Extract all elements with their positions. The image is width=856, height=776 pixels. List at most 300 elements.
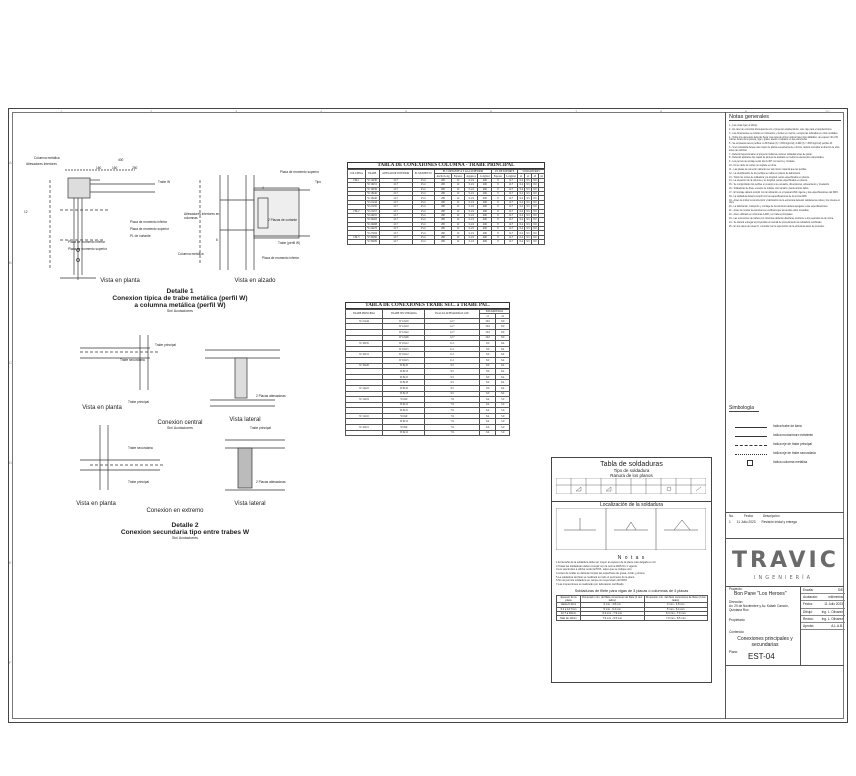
detail1-title: Detalle 1 xyxy=(166,288,194,295)
table-cell: 9.5 xyxy=(526,196,530,200)
table-cell: 9.5 xyxy=(425,363,480,369)
table-cell: 8.0 xyxy=(496,329,510,335)
table-cell: W 14x22 xyxy=(346,385,383,391)
table-cell: 12 xyxy=(452,231,464,235)
grid-marker: 3 xyxy=(235,109,238,114)
grid-marker: 2 xyxy=(150,109,153,114)
table-cell: W 12x19 xyxy=(383,324,425,330)
weld-notes-title: N o t a s xyxy=(617,555,646,561)
general-note: 12.- La identificación de los perfiles se indica en planos de fabricación. xyxy=(729,172,801,175)
general-note: 4.- Todos los elementos deberán llevar una capa de primer anticorrosivo tipo alkidálico, de espesor 40 a 50 micras. Antes de la pintura, rigen, grasa, aceite o residuos en las estructuras. xyxy=(729,136,838,142)
table-header: PL CORTANTE A Y ALA SUPERIOR xyxy=(434,170,492,174)
table2-grid xyxy=(345,309,510,436)
table-cell: 8.0 xyxy=(479,352,495,358)
weld-note: 2.Todas las soldaduras deben cumplir con la norma AWS D1.1 vigente xyxy=(556,564,637,568)
meta-label: Fecha: xyxy=(803,602,813,607)
table-cell: 8.0 xyxy=(479,385,495,391)
detail2-label: Trabe principal xyxy=(128,400,149,404)
table-cell: W 12x16 xyxy=(346,413,383,419)
table-cell: 406 xyxy=(478,227,492,231)
detail2-central-title: Conexion central xyxy=(157,420,203,426)
table-cell: 12.7 a 19mm xyxy=(557,612,581,616)
table-cell: 200 xyxy=(434,200,452,204)
table-cell: 3-1/4 xyxy=(464,218,478,222)
table-cell: 6.4 xyxy=(496,391,510,397)
table-cell: 6.4 xyxy=(519,240,523,244)
table-cell: 8.0 xyxy=(496,318,510,324)
table-cell: W 16x31 xyxy=(365,183,379,187)
grid-marker: D xyxy=(9,460,12,465)
legend-panel xyxy=(729,405,841,412)
meta-value: 11 Julio 2023 xyxy=(824,602,843,607)
table-cell: W 12x26 xyxy=(383,335,425,341)
general-note: 17.- El montaje deberá cumplir con la indicación en el manual AISC vigente y las especificaciones del DRO. xyxy=(729,192,839,194)
grid-marker: 10 xyxy=(825,109,830,114)
table-header: Espesor de la placa xyxy=(557,596,581,603)
detail1-label: Placa de momento inferior xyxy=(68,240,106,244)
table-cell: W 14x30 xyxy=(365,178,379,182)
table-cell: 200 xyxy=(434,231,452,235)
table-cell: 9.5 xyxy=(425,391,480,397)
table-cell: 12.7 xyxy=(379,235,412,239)
table-cell: 6.4 xyxy=(519,209,523,213)
table-cell: 200 xyxy=(434,178,452,182)
table-cell: 406 xyxy=(478,183,492,187)
table-cell: 8.0 xyxy=(533,214,537,218)
table-cell: 8 xyxy=(492,209,504,213)
general-note: 3.- Las dimensiones se indican en milímetros y niveles en metros, excepto las indicadas en otras unidades. xyxy=(729,132,839,135)
general-note: 20.- La fabricación, transporte y montaje de la estructura deberá apegarse a las especificaciones. xyxy=(729,206,829,209)
general-note: 25.- En los casos de refuerzo, consultar con la supervisión de la estructura antes de proceder. xyxy=(729,225,825,228)
table-header: TRABE SECUNDARIA xyxy=(383,310,425,319)
weld-symbol-grid xyxy=(556,478,706,494)
table-row xyxy=(557,616,708,620)
table-cell: 406 xyxy=(478,235,492,239)
meta-value: S/E xyxy=(837,588,843,592)
detail2-label: 2 Placas atiesadoras xyxy=(256,394,286,398)
table-cell: 6.4 xyxy=(519,205,523,209)
meta-value: Ing. L. Olivarez xyxy=(821,616,843,621)
detail2-plan-caption2: Vista en planta xyxy=(76,501,116,507)
table-cell xyxy=(538,240,544,244)
table-cell: 6.4 xyxy=(519,183,523,187)
table-cell: 3-1/4 xyxy=(464,235,478,239)
table-cell: 8 xyxy=(492,222,504,226)
table-subheader: a4 xyxy=(540,174,543,178)
legend-item xyxy=(735,459,835,468)
table-cell: 25.4 xyxy=(412,205,434,209)
table-cell: 8 xyxy=(492,205,504,209)
table-cell: W 6x12 xyxy=(383,402,425,408)
general-note: 24.- Se deberá entregar al proyectista el manual de procedimiento de soldadura certificado. xyxy=(729,221,823,224)
table-cell: W 12x16 xyxy=(383,318,425,324)
fillet-title: Soldaduras de filete para vigas de 3 placas ó columnas de 4 placas xyxy=(574,589,689,594)
table-cell: W 27x84 xyxy=(365,231,379,235)
table-cell: 7.9 mm - 9.5 mm xyxy=(644,616,708,620)
detail2-plan-caption: Vista en planta xyxy=(82,405,122,411)
detail1-label: 2 Placas de cortante xyxy=(268,218,298,222)
table-cell: 12.7 xyxy=(425,329,480,335)
table-cell: 8.0 xyxy=(533,227,537,231)
table-cell xyxy=(346,430,383,436)
table1-grid xyxy=(347,169,545,245)
table-subheader: Longitud xyxy=(478,174,492,178)
table-subheader: a3 xyxy=(532,174,539,178)
table-cell: W 21x57 xyxy=(365,209,379,213)
general-note: 22.- Acero utilizado en columnas A-992 y en trabes principales. xyxy=(729,213,794,216)
table-cell: 200 xyxy=(434,235,452,239)
detail1-subtitle: Conexion típica de trabe metálica (perfil W) xyxy=(112,295,248,302)
weld-note: 4.Antes de soldar se deberán limpiar las superficies de grasa, óxido y pintura xyxy=(556,572,645,576)
table-cell: 6.4 xyxy=(519,196,523,200)
meta-value: A.L.A.B. xyxy=(831,624,843,629)
rev-header: Descripción xyxy=(762,514,780,518)
rev-header: Fecha xyxy=(743,514,753,518)
table-cell: 8.0 xyxy=(533,231,537,235)
table-cell: 25.4 xyxy=(412,200,434,204)
detail2-label: Trabe secundaria xyxy=(120,358,145,362)
table-subheader: Ancho/Long xyxy=(434,174,452,178)
legend-item-label: Indica trabe de liana xyxy=(773,424,802,428)
detail1-label: Placa de momento superior xyxy=(68,247,107,251)
table-cell: W 21x50 xyxy=(365,205,379,209)
table-cell: 12.7 xyxy=(379,218,412,222)
table-cell: W 21x44 xyxy=(365,200,379,204)
table-cell: 12.7 xyxy=(379,191,412,195)
meta-value: milímetros xyxy=(828,595,843,600)
table-cell: 6.4 xyxy=(496,369,510,375)
table-cell: 12 xyxy=(452,218,464,222)
table-cell: 12 xyxy=(452,209,464,213)
general-note: 16.- Soldaduras de filete, excepto se indique otro tamaño, desde ambos lados. xyxy=(729,188,810,191)
detail1-label: Placa de momento superior xyxy=(130,227,169,231)
table-cell: 200 xyxy=(434,222,452,226)
table-cell: 12.7 xyxy=(504,205,518,209)
company-logo: TRAVIC xyxy=(732,548,839,573)
table-cell: 3-1/4 xyxy=(464,209,478,213)
table-cell: 12 xyxy=(452,222,464,226)
table-cell: 9.5 xyxy=(526,218,530,222)
table-cell: 8.0 xyxy=(533,209,537,213)
table-cell: 8 xyxy=(492,178,504,182)
table-cell: 12.7 xyxy=(504,213,518,217)
weld-subtitle1: Tipo de soldadura xyxy=(613,468,650,473)
weld-note: 1.El tamaño de la soldadura debe ser mayor al espesor de la placa más delgada a unir xyxy=(556,561,656,564)
table-cell: 8.0 xyxy=(533,187,537,191)
grid-marker: B xyxy=(9,260,12,265)
table-cell: W 6x9 xyxy=(383,397,425,403)
table-cell: 8 xyxy=(492,218,504,222)
table-cell: 406 xyxy=(478,205,492,209)
table-subheader: a2 xyxy=(525,174,532,178)
table-cell: 12 xyxy=(452,196,464,200)
sheet-label: Plano: xyxy=(729,650,739,654)
table-cell: CM-2 xyxy=(348,209,366,213)
detail1-label: Tipo xyxy=(315,180,322,184)
table-cell: 9.5 xyxy=(526,178,530,182)
table-cell: 6.4 xyxy=(519,218,523,222)
table-cell: 12 xyxy=(452,187,464,191)
general-note: 9.- Los pernos de anclaje serán tipo A-307 con tuerca y rondana. xyxy=(729,161,796,164)
table-header: SOLDADURAS xyxy=(518,170,545,174)
detail1-label: Trabe (perfil W) xyxy=(278,241,301,245)
table-cell: 6.4 xyxy=(519,200,523,204)
table-cell: 3-1/4 xyxy=(464,191,478,195)
table-cell: 3-1/4 xyxy=(464,178,478,182)
legend-item xyxy=(735,423,835,432)
weld-table-panel xyxy=(551,457,712,683)
table-cell: 3-1/4 xyxy=(464,187,478,191)
table-cell: 9.5 xyxy=(526,205,530,209)
table-cell: 8 xyxy=(492,191,504,195)
detail1-label: Atiesadores interiores en columnas xyxy=(184,212,220,221)
meta-label: Acotación: xyxy=(803,595,818,600)
grid-marker: 1 xyxy=(60,109,63,114)
dimension: 400 xyxy=(118,158,124,162)
address: Av. 20 de Noviembre y Av. Kabah Cancún, Quintana Roo xyxy=(729,604,789,613)
table-cell: 12 xyxy=(452,178,464,182)
table-cell: 406 xyxy=(478,178,492,182)
table-cell: 6.4 xyxy=(479,430,495,436)
table-cell: 12.7 xyxy=(425,324,480,330)
table-subheader: a1 xyxy=(479,314,495,318)
table-cell: 11.1 xyxy=(425,346,480,352)
weld-subtitle2: Ranura de los planos xyxy=(610,473,653,478)
table-cell: 25.4 xyxy=(412,191,434,195)
table-cell: 5 mm - 6.4 mm xyxy=(644,607,708,611)
table-cell: 3-1/4 xyxy=(464,213,478,217)
grid-marker: C xyxy=(9,360,12,365)
table-cell: W 10x12 xyxy=(383,341,425,347)
table-subheader: a2 xyxy=(496,314,510,318)
weld-notes-list xyxy=(552,561,711,586)
general-note: 21.- Antes de montar la estructura se verificará que las anclas estén niveladas. xyxy=(729,210,810,213)
table-cell: 8 xyxy=(492,183,504,187)
fillet-table xyxy=(556,595,708,621)
table-cell: 12 xyxy=(452,200,464,204)
legend-items xyxy=(735,423,835,468)
table-cell: 406 xyxy=(478,240,492,244)
table-cell: 12.7 xyxy=(379,205,412,209)
revision-headers xyxy=(729,514,841,518)
grid-marker: F xyxy=(9,660,12,665)
table-cell: 7.9 xyxy=(425,430,480,436)
table-cell: 3-1/4 xyxy=(464,183,478,187)
dimension: 6 xyxy=(216,238,218,242)
table-cell: 406 xyxy=(478,196,492,200)
table-cell: 6.4 xyxy=(479,413,495,419)
table-cell: W 24x76 xyxy=(365,227,379,231)
revision-row xyxy=(729,520,841,524)
line-symbol-icon xyxy=(735,454,767,455)
table-cell: 8.0 xyxy=(479,363,495,369)
table-cell: W 30x90 xyxy=(365,235,379,239)
contents-label: Contenido: xyxy=(729,630,745,634)
table-header: PLACAS ATIESADORAS ANC xyxy=(425,310,480,319)
detail2-extremo-caption: Conexion en extremo xyxy=(146,508,204,514)
table-cell: 5.0 xyxy=(496,402,510,408)
table-cell: 9.5 xyxy=(425,374,480,380)
table-cell: W 16x26 xyxy=(346,363,383,369)
table-cell: 6.4 xyxy=(479,397,495,403)
table-cell: 3-1/4 xyxy=(464,196,478,200)
table-cell: 8.0 xyxy=(479,357,495,363)
detail2-scale: Sin/ Acotaciones xyxy=(172,536,198,540)
detail1-scale: Sin/ Acotaciones xyxy=(167,309,193,313)
table-cell: Hasta 6.4mm xyxy=(557,603,581,607)
table-cell: 12.7 xyxy=(379,178,412,182)
table-cell: 8.0 xyxy=(479,391,495,397)
detail2-title: Detalle 2 xyxy=(171,522,199,529)
sheet-contents: Conexiones principales y secundarias xyxy=(737,636,793,648)
table-cell: 5.0 xyxy=(496,425,510,431)
table-cell: 8.0 xyxy=(533,200,537,204)
table-cell: 12.7 xyxy=(379,183,412,187)
detail2-label: Trabe principal xyxy=(128,480,149,484)
table-cell: 8.0 xyxy=(533,240,537,244)
general-note: 11.- Las placas de conexión deberán ser del mismo material que los perfiles. xyxy=(729,168,807,171)
detail1-label: Columna metálica xyxy=(34,156,60,160)
table-cell: W 10x15 xyxy=(383,346,425,352)
titleblock-meta xyxy=(800,587,845,665)
meta-label: Revisó: xyxy=(803,616,814,621)
table-cell: 3 mm - 4.8 mm xyxy=(644,603,708,607)
table-cell: CM-3 xyxy=(348,235,366,239)
table-header: PL MOMENTO xyxy=(412,170,434,179)
table-cell: 406 xyxy=(478,200,492,204)
table-cell: 8.0 xyxy=(479,346,495,352)
table-cell: 12.7 xyxy=(379,222,412,226)
general-note: 15.- Se comprobarán los perfiles en cuanto a su escuadre, dimensiones, alineamiento y nivelación. xyxy=(729,184,830,187)
table-cell: 200 xyxy=(434,183,452,187)
table-subheader: Espesor xyxy=(452,174,464,178)
table-cell: 25.4 xyxy=(412,235,434,239)
table-cell: 6.4 mm - 7.9 mm xyxy=(644,612,708,616)
meta-row xyxy=(801,587,845,594)
table-cell: 9.5 xyxy=(526,236,530,240)
weld-location-diagram xyxy=(556,508,706,550)
general-note: 5.- Se emplearán acero perfiles: A-36 Placas (fy = 2530 kg/cm2); A-992 (fy = 3515 kg/cm2) perfiles W. xyxy=(729,143,833,146)
table-cell: 12.7 xyxy=(504,183,518,187)
table-cell: 3-1/4 xyxy=(464,240,478,244)
meta-label: Aprobó: xyxy=(803,624,815,629)
table-cell: W 12x19 xyxy=(346,397,383,403)
table-cell: 6.4 xyxy=(479,408,495,414)
detail2-label: Trabe principal xyxy=(155,343,176,347)
table-cell: 9.5 xyxy=(425,380,480,386)
table-cell: 8.0 xyxy=(479,380,495,386)
legend-item xyxy=(735,432,835,441)
general-note: 7.- Deberá inspeccionarse al proyecto todas las uniones soldadas antes de pintar. xyxy=(729,153,813,156)
table-cell: 8.0 xyxy=(533,192,537,196)
general-note: 18.- La soldadura deberá cumplir con las especificaciones de la norma AWS. xyxy=(729,195,808,198)
table-cell: 10.0 xyxy=(479,318,495,324)
table-cell: W 8x13 xyxy=(383,391,425,397)
table-cell: 11.1 xyxy=(425,341,480,347)
table-cell: 8.0 xyxy=(533,218,537,222)
table-subheader: Espesor xyxy=(492,174,504,178)
table-subheader: a1 xyxy=(518,174,525,178)
general-note: 6.- Si el contratista desea usar mayor de placas sucesivamente o forma, deberá consultar al director de obra antes de cambiar. xyxy=(729,146,840,152)
table-cell: 9.5 xyxy=(526,200,530,204)
line-symbol-icon xyxy=(735,427,767,428)
table-cell: 12.7 xyxy=(379,209,412,213)
grid-marker: 5 xyxy=(405,109,408,114)
weld-title: Tabla de soldaduras xyxy=(600,461,663,468)
detail2-title-block xyxy=(100,522,270,540)
detail2-drawing xyxy=(70,330,310,500)
sheet-id: EST-04 xyxy=(748,652,775,661)
table-cell: CM-1 xyxy=(348,178,366,182)
table-row xyxy=(346,430,510,436)
table-cell: 8.0 xyxy=(533,196,537,200)
general-note: 19.- Antes de iniciar la construcción y fabricación de la estructura deberán validarse las cotas y los niveles en obra. xyxy=(729,199,841,205)
detail2-lateral-caption: Vista lateral xyxy=(229,417,261,423)
table-cell: 406 xyxy=(478,209,492,213)
table-cell: 8.0 xyxy=(533,205,537,209)
legend-title: Simbología xyxy=(729,405,759,412)
table-header: PL DE SOPORTE xyxy=(492,170,518,174)
line-symbol-icon xyxy=(735,445,767,446)
table-cell: 5 mm - 6.4 mm xyxy=(581,607,644,611)
table-cell: 200 xyxy=(434,213,452,217)
table-cell: 9.5 xyxy=(526,240,530,244)
table-cell: 6.4 xyxy=(496,346,510,352)
table-cell: 6.4 xyxy=(519,227,523,231)
table-cell: 406 xyxy=(478,213,492,217)
table-cell: 12 xyxy=(452,213,464,217)
table-cell: 25.4 xyxy=(412,231,434,235)
table-header: TRABE xyxy=(365,170,379,179)
table-cell: 12 xyxy=(452,183,464,187)
table-cell: 6.4 xyxy=(519,236,523,240)
table-cell: W 18x35 xyxy=(346,341,383,347)
table-header: ATIESADOR INTERIOR xyxy=(379,170,412,179)
table-subheader: Longitud xyxy=(504,174,518,178)
table-cell: W 30x99 xyxy=(365,240,379,244)
table-cell: 6.4 xyxy=(519,187,523,191)
table-cell: 8.0 xyxy=(533,222,537,226)
table-cell: 6.4 xyxy=(479,425,495,431)
table-cell: 7.9 xyxy=(425,425,480,431)
table-cell: 12.7 xyxy=(425,318,480,324)
table-cell: W 8x13 xyxy=(383,369,425,375)
table-cell: 3 mm - 4.8 mm xyxy=(581,603,644,607)
table-cell: 12.7 xyxy=(504,227,518,231)
table-cell: 25.4 xyxy=(412,218,434,222)
table-cell: 9.5 xyxy=(526,222,530,226)
table-cell: 12 xyxy=(452,205,464,209)
table-cell: 12.7 xyxy=(379,227,412,231)
table-cell: W 12x22 xyxy=(383,329,425,335)
table-cell: 25.4 xyxy=(412,222,434,226)
table-cell: 12.7 xyxy=(379,200,412,204)
grid-marker: A xyxy=(9,160,12,165)
legend-item xyxy=(735,441,835,450)
table-cell: 12.7 xyxy=(504,191,518,195)
table-cell: W 8x10 xyxy=(383,363,425,369)
table-cell: 406 xyxy=(478,222,492,226)
table-cell: W 8x18 xyxy=(383,380,425,386)
table-cell: 12.7 xyxy=(504,187,518,191)
table-cell: W 6x9 xyxy=(383,413,425,419)
table-cell: 6.4 a 12.7mm xyxy=(557,607,581,611)
table-cell: 6.4 xyxy=(496,357,510,363)
table-cell: W 18x46 xyxy=(365,196,379,200)
table-cell: 12 xyxy=(452,191,464,195)
table-cell: 10.0 xyxy=(479,335,495,341)
table-header: Dimensión mín. del filete conexiones de filete (1 dos lados) xyxy=(582,596,643,603)
